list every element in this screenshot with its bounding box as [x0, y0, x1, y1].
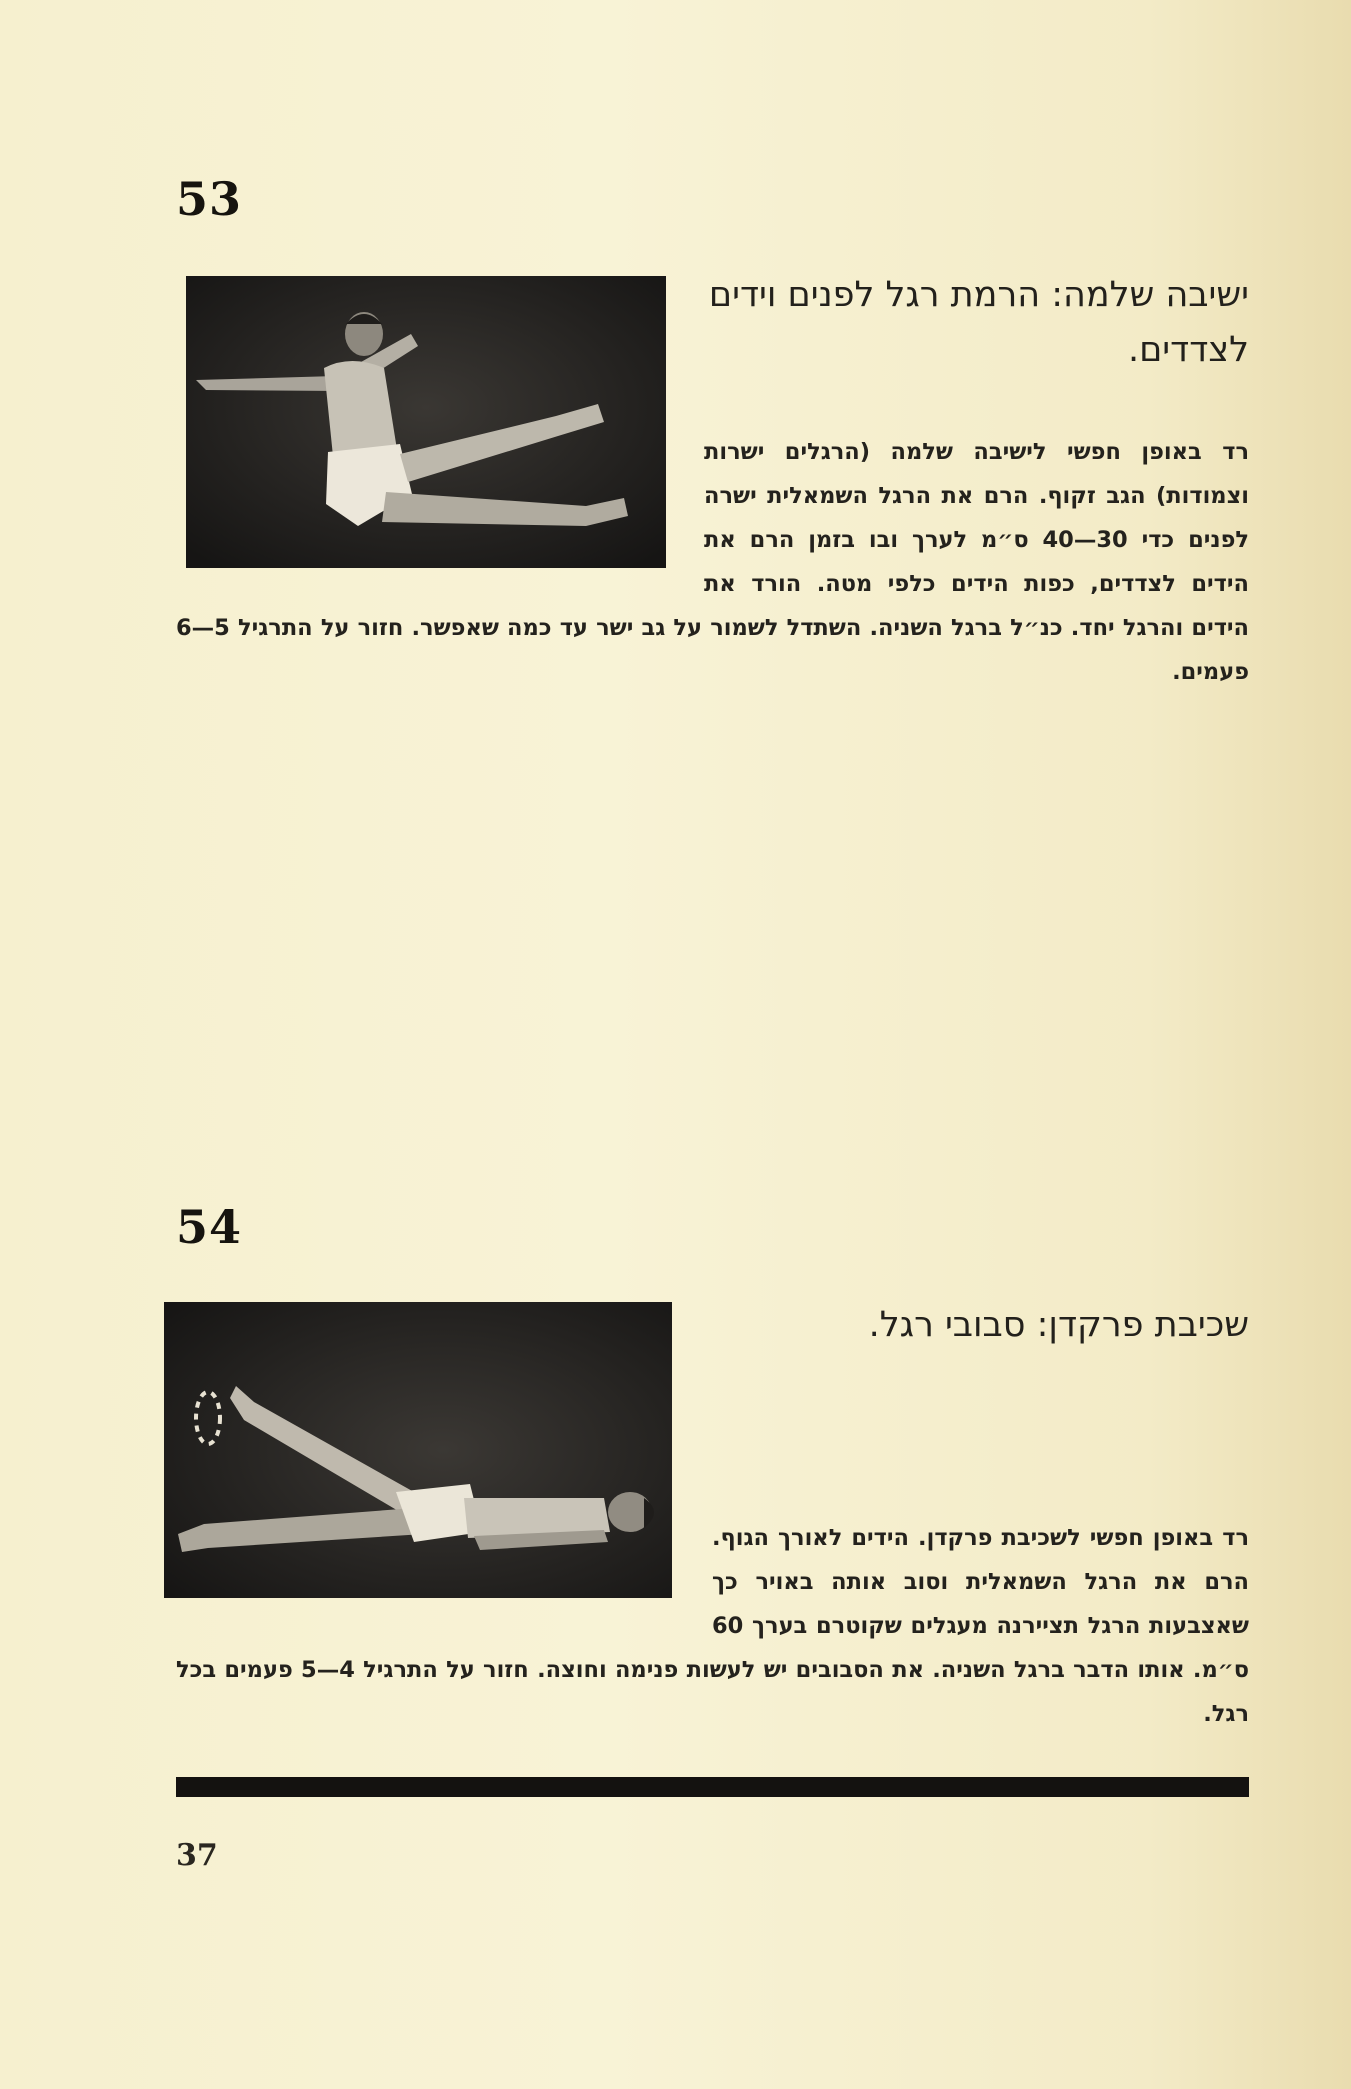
exercise-title-53: ישיבה שלמה: הרמת רגל לפנים וידים לצדדים.: [708, 275, 1249, 370]
section-divider: [176, 1777, 1249, 1797]
page-number: 37: [176, 1838, 218, 1873]
exercise-number-54: 54: [176, 1200, 243, 1254]
exercise-description-54-text: רד באופן חפשי לשכיבת פרקדן. הידים לאורך הגוף. הרם את הרגל השמאלית וסוב אותה באויר כך שאצבעות הרגל תציירנה מעגלים שקוטרם בערך 60 ס״מ. אותו הדבר ברגל השניה. את הסבובים יש לעשות פנימה וחוצה. חזור על התרגיל 4—5 פעמים בכל רגל.: [176, 1525, 1249, 1727]
exercise-number-53: 53: [176, 172, 243, 226]
exercise-description-53: [176, 430, 1249, 710]
exercise-description-54: [176, 1516, 1249, 1746]
exercise-title-54: שכיבת פרקדן: סבובי רגל.: [868, 1305, 1249, 1345]
exercise-description-53-text: רד באופן חפשי לישיבה שלמה (הרגלים ישרות וצמודות) הגב זקוף. הרם את הרגל השמאלית ישרה לפנים כדי 30—40 ס״מ לערך ובו בזמן הרם את הידים לצדדים, כפות הידים כלפי מטה. הורד את הידים והרגל יחד. כנ״ל ברגל השניה. השתדל לשמור על גב ישר עד כמה שאפשר. חזור על התרגיל 5—6 פעמים.: [176, 439, 1249, 685]
